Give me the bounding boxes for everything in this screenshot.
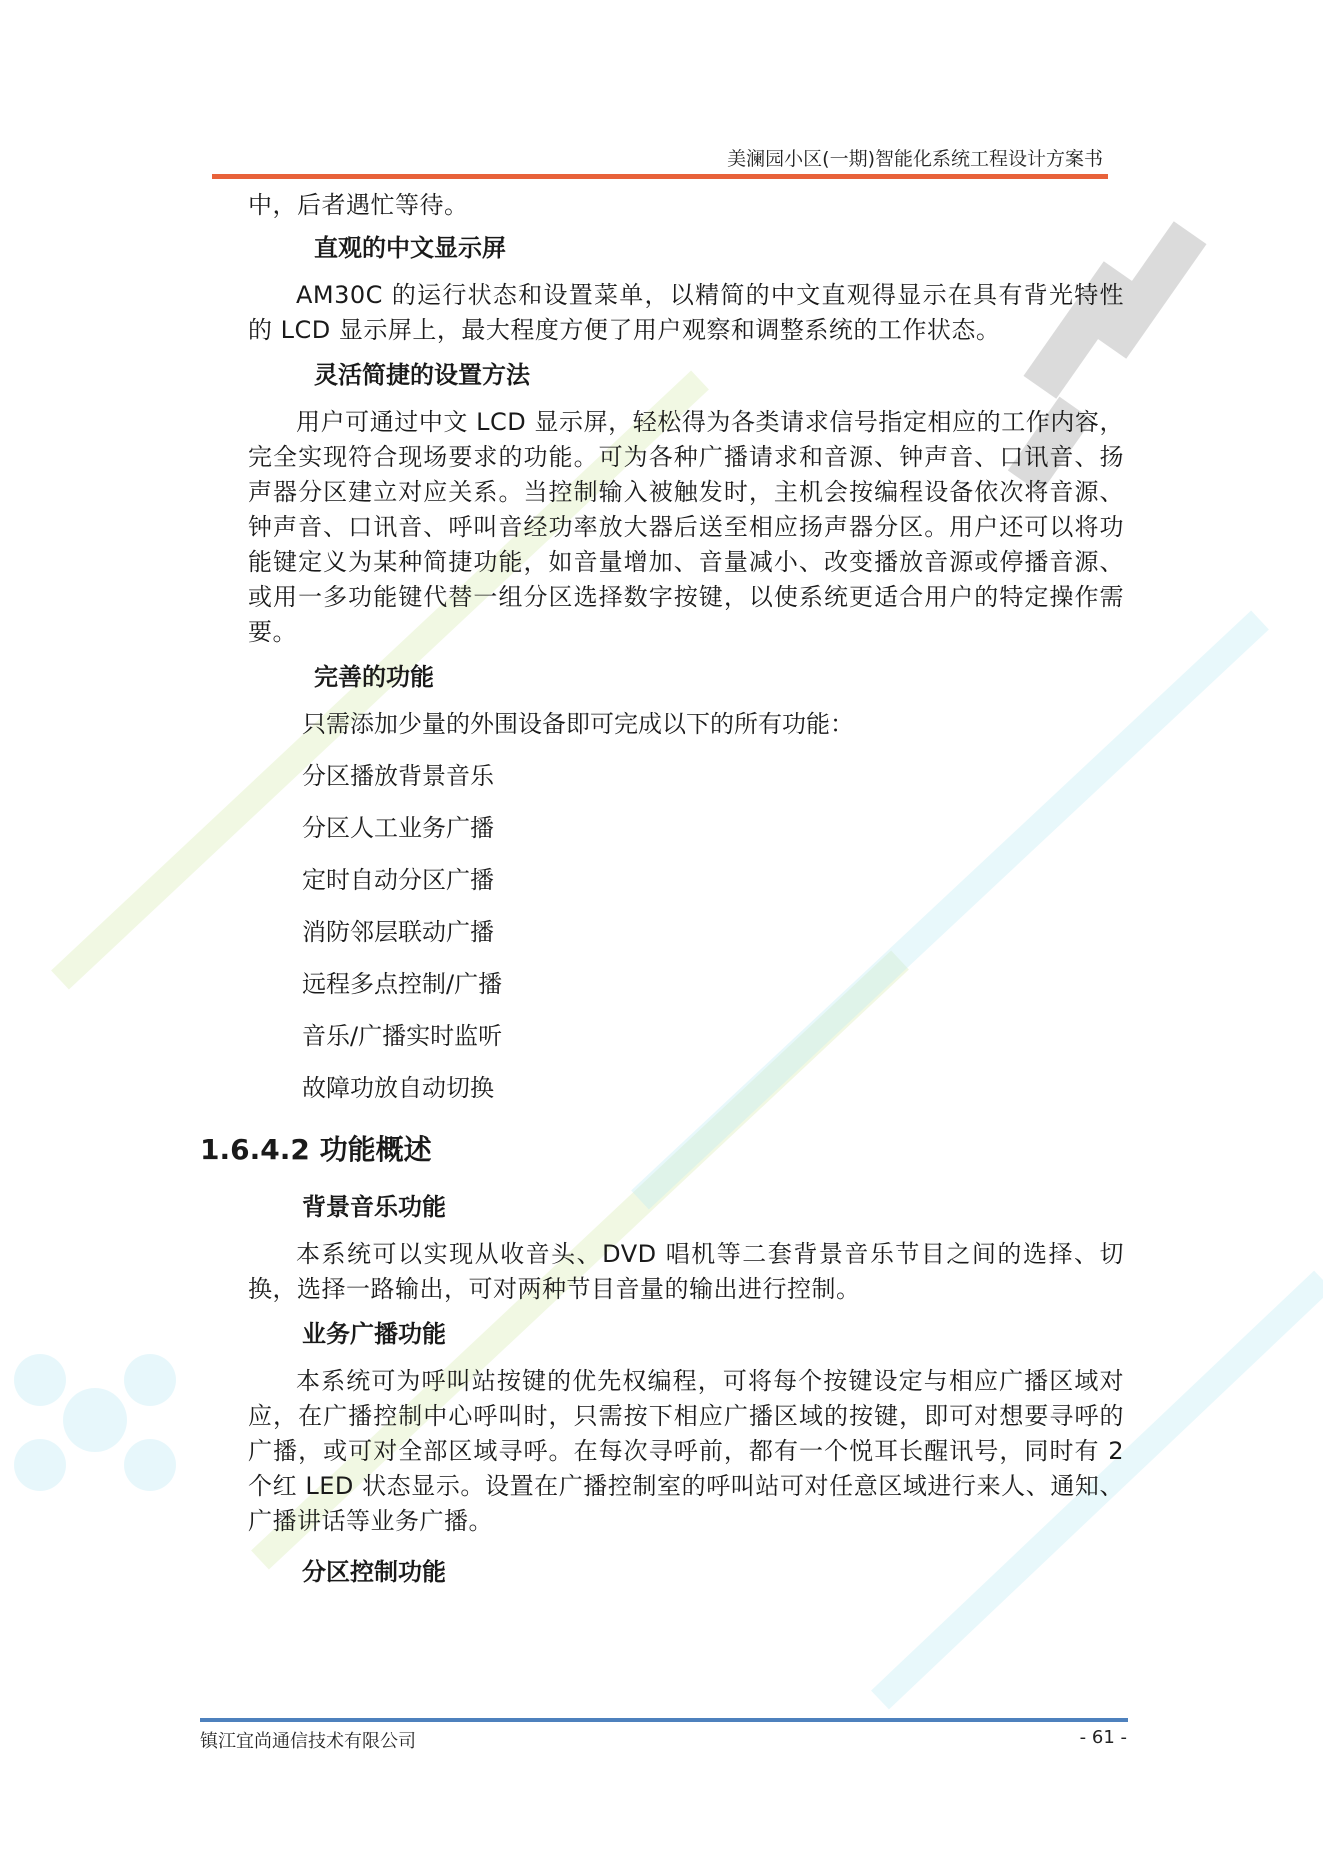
list-item: 消防邻层联动广播 [302,918,494,946]
list-item: 分区播放背景音乐 [302,762,494,790]
feature-list [248,759,1124,1106]
heading-chinese-display: 直观的中文显示屏 [314,234,506,262]
paragraph-complete: 只需添加少量的外围设备即可完成以下的所有功能： [302,710,854,738]
heading-background-music: 背景音乐功能 [302,1193,446,1221]
document-body [200,188,1124,1590]
heading-complete-functions: 完善的功能 [314,663,434,691]
header-title: 美澜园小区(一期)智能化系统工程设计方案书 [727,148,1103,170]
list-item: 音乐/广播实时监听 [302,1022,503,1050]
paragraph-business-broadcast: 本系统可为呼叫站按键的优先权编程，可将每个按键设定与相应广播区域对应，在广播控制中心呼叫时，只需按下相应广播区域的按键，即可对想要寻呼的广播，或可对全部区域寻呼。在每次寻呼前，都有一个悦耳长醒讯号，同时有 2 个红 LED 状态显示。设置在广播控制室的呼叫站可对任意区域进行来人、通知、广播讲话等业务广播。 [248,1367,1124,1535]
list-item: 分区人工业务广播 [302,814,494,842]
paragraph-setting: 用户可通过中文 LCD 显示屏，轻松得为各类请求信号指定相应的工作内容，完全实现符合现场要求的功能。可为各种广播请求和音源、钟声音、口讯音、扬声器分区建立对应关系。当控制输入被触发时，主机会按编程设备依次将音源、钟声音、口讯音、呼叫音经功率放大器后送至相应扬声器分区。用户还可以将功能键定义为某种简捷功能，如音量增加、音量减小、改变播放音源或停播音源、或用一多功能键代替一组分区选择数字按键，以使系统更适合用户的特定操作需要。 [248,408,1124,646]
paragraph-continuation: 中，后者遇忙等待。 [248,191,469,219]
heading-zone-control: 分区控制功能 [302,1558,446,1586]
list-item: 定时自动分区广播 [302,866,494,894]
list-item: 故障功放自动切换 [302,1074,494,1102]
paragraph-background-music: 本系统可以实现从收音头、DVD 唱机等二套背景音乐节目之间的选择、切换，选择一路输出，可对两种节目音量的输出进行控制。 [248,1240,1124,1303]
header-rule [212,174,1108,179]
footer-rule [200,1718,1128,1722]
section-title: 1.6.4.2 功能概述 [200,1133,432,1166]
footer-company: 镇江宜尚通信技术有限公司 [200,1731,416,1752]
heading-setting-method: 灵活简捷的设置方法 [314,361,530,389]
heading-business-broadcast: 业务广播功能 [302,1320,446,1348]
page-number: - 61 - [1079,1727,1127,1748]
paragraph-display: AM30C 的运行状态和设置菜单，以精简的中文直观得显示在具有背光特性的 LCD 显示屏上，最大程度方便了用户观察和调整系统的工作状态。 [248,281,1124,344]
list-item: 远程多点控制/广播 [302,970,503,998]
